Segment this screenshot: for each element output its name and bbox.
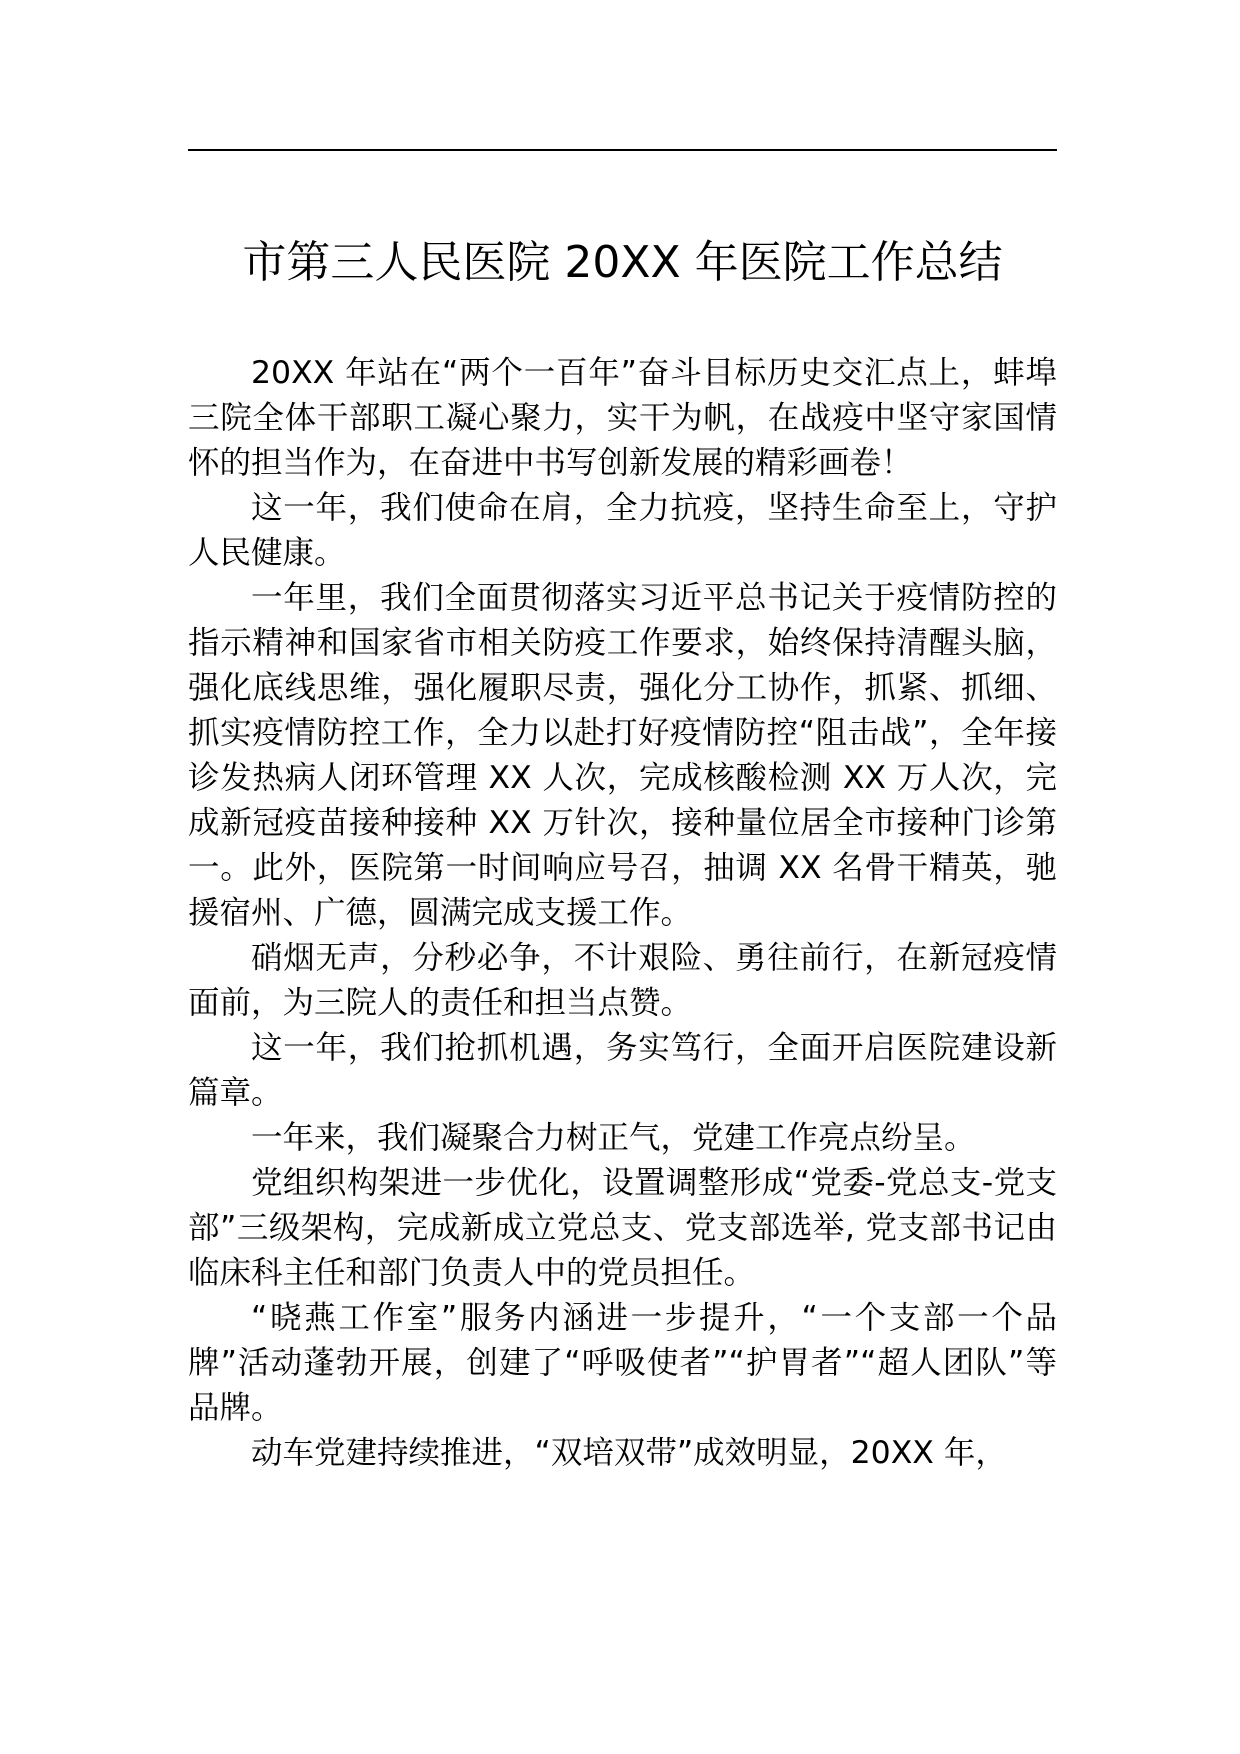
document-body bbox=[188, 351, 1057, 1476]
paragraph-9: 动车党建持续推进，“双培双带”成效明显，20XX 年， bbox=[251, 1435, 1007, 1471]
paragraph-2: 这一年，我们使命在肩，全力抗疫，坚持生命至上，守护人民健康。 bbox=[188, 490, 1057, 571]
paragraph-4: 硝烟无声，分秒必争，不计艰险、勇往前行，在新冠疫情面前，为三院人的责任和担当点赞。 bbox=[188, 940, 1057, 1021]
paragraph-5: 这一年，我们抢抓机遇，务实笃行，全面开启医院建设新篇章。 bbox=[188, 1030, 1057, 1111]
paragraph-8: “晓燕工作室”服务内涵进一步提升，“一个支部一个品牌”活动蓬勃开展，创建了“呼吸使者”“护胃者”“超人团队”等品牌。 bbox=[188, 1300, 1057, 1426]
paragraph-6: 一年来，我们凝聚合力树正气，党建工作亮点纷呈。 bbox=[251, 1120, 976, 1156]
paragraph-7: 党组织构架进一步优化，设置调整形成“党委-党总支-党支部”三级架构，完成新成立党总支、党支部选举, 党支部书记由临床科主任和部门负责人中的党员担任。 bbox=[188, 1165, 1057, 1291]
document-title: 市第三人民医院 20XX 年医院工作总结 bbox=[242, 237, 1003, 288]
header-rule bbox=[188, 149, 1057, 151]
paragraph-3: 一年里，我们全面贯彻落实习近平总书记关于疫情防控的指示精神和国家省市相关防疫工作要求，始终保持清醒头脑，强化底线思维，强化履职尽责，强化分工协作，抓紧、抓细、抓实疫情防控工作，全力以赴打好疫情防控“阻击战”，全年接诊发热病人闭环管理 XX 人次，完成核酸检测 XX 万人次，完成新冠疫苗接种接种 XX 万针次，接种量位居全市接种门诊第一。此外，医院第一时间响应号召，抽调 XX 名骨干精英，驰援宿州、广德，圆满完成支援工作。 bbox=[188, 580, 1057, 931]
paragraph-1: 20XX 年站在“两个一百年”奋斗目标历史交汇点上，蚌埠三院全体干部职工凝心聚力，实干为帆，在战疫中坚守家国情怀的担当作为，在奋进中书写创新发展的精彩画卷！ bbox=[188, 355, 1057, 481]
